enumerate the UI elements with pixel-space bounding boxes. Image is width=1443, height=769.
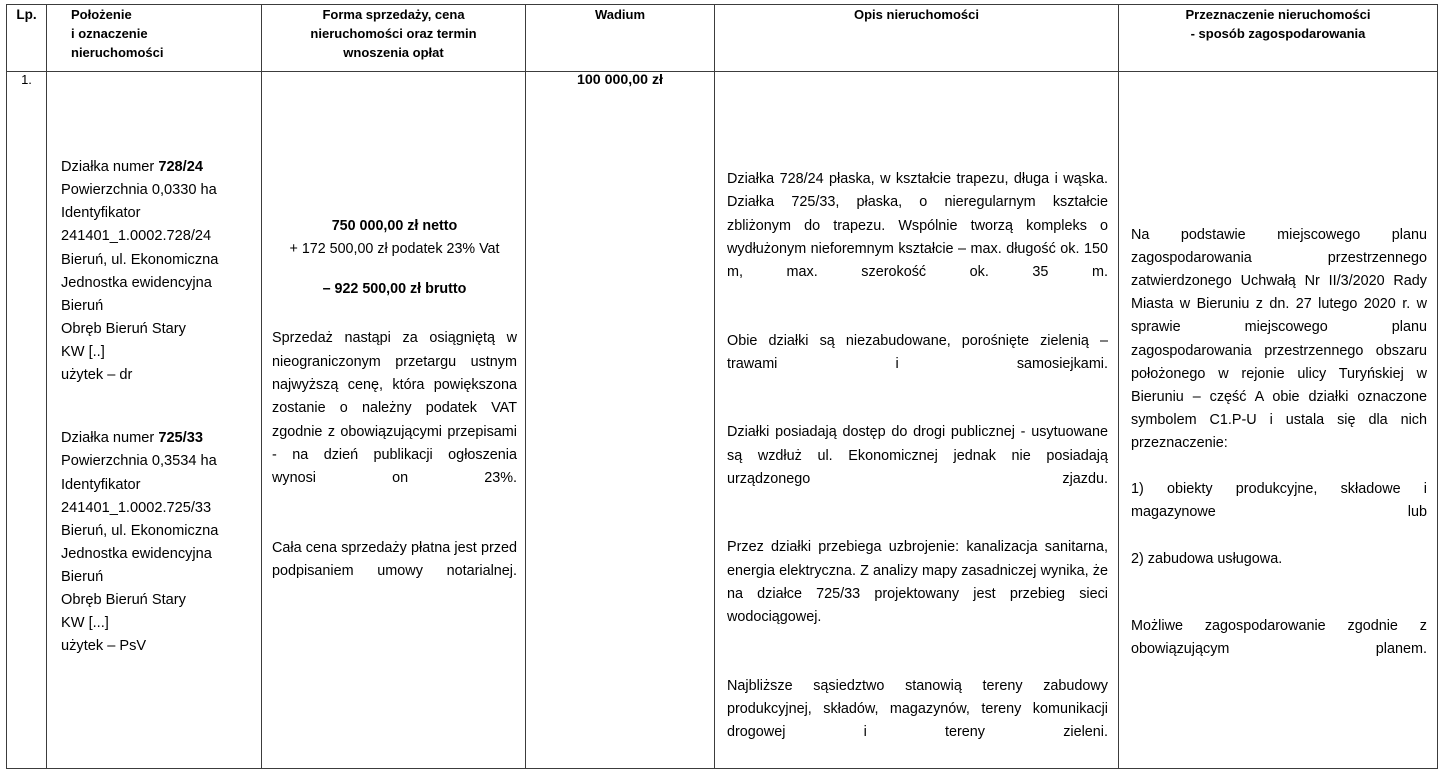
description-paragraphs: [727, 168, 1108, 768]
purpose-spacer: [1131, 594, 1427, 615]
column-header-wadium-line-1: Wadium: [594, 7, 646, 22]
parcel-1-land-use: użytek – dr: [61, 367, 133, 384]
column-header-form-of-sale: [262, 5, 526, 72]
parcel-2-precinct: Obręb Bieruń Stary: [61, 592, 186, 609]
column-header-location-line-1: Położenie: [71, 7, 132, 22]
table-row: [7, 72, 1438, 769]
description-paragraph-utilities: Przez działki przebiega uzbrojenie: kanalizacja sanitarna, energia elektryczna. Z analizy mapy zasadniczej wynika, że na działce 725/33 projektowany jest przebieg sieci wodociągowej.: [727, 539, 1108, 626]
parcel-block-2: [61, 427, 253, 658]
parcel-1-number: 728/24: [158, 159, 203, 175]
parcel-block-1: [61, 156, 253, 387]
parcel-2-number: 725/33: [158, 430, 203, 447]
form-content: [262, 215, 525, 607]
parcel-2-registry-unit-label: Jednostka ewidencyjna: [61, 545, 212, 562]
description-content: [715, 168, 1118, 768]
parcel-2-area: Powierzchnia 0,3534 ha: [61, 453, 217, 470]
column-header-description: [715, 5, 1119, 72]
column-header-form-line-1: Forma sprzedaży, cena: [322, 7, 465, 22]
parcel-2-identifier-value: 241401_1.0002.725/33: [61, 499, 212, 516]
price-net: 750 000,00 zł netto: [331, 218, 458, 234]
cell-location: [47, 72, 262, 769]
parcel-1-registry-unit-label: Jednostka ewidencyjna: [61, 274, 212, 291]
form-paragraph-payment-terms: Cała cena sprzedaży płatna jest przed podpisaniem umowy notarialnej.: [272, 540, 517, 580]
purpose-paragraphs: [1131, 224, 1427, 684]
column-header-location-line-2: i oznaczenie: [71, 26, 148, 42]
location-content: [47, 72, 261, 667]
cell-form-of-sale: [262, 72, 526, 769]
form-paragraph-auction-terms: Sprzedaż nastąpi za osiągniętą w nieograniczonym przetargu ustnym najwyższą cenę, która powiększona zostanie o należny podatek VAT zgodnie z obowiązującymi przepisami - na dzień publikacji ogłoszenia wynosi on 23%.: [272, 330, 517, 487]
purpose-item-1: 1) obiekty produkcyjne, składowe i magazynowe lub: [1131, 481, 1427, 521]
property-notice-table: [6, 4, 1438, 769]
parcel-1-title-label: Działka numer: [61, 159, 159, 175]
parcel-2-title: [61, 427, 253, 450]
parcel-2-identifier-label: Identyfikator: [61, 476, 141, 493]
parcel-2-land-use: użytek – PsV: [61, 638, 147, 655]
column-header-form-line-3: wnoszenia opłat: [343, 45, 444, 61]
column-header-purpose-line-2: - sposób zagospodarowania: [1190, 26, 1366, 42]
price-gross: – 922 500,00 zł brutto: [322, 281, 467, 298]
location-spacer: [61, 387, 253, 427]
cell-purpose: [1119, 72, 1438, 769]
column-header-wadium: [526, 5, 715, 72]
parcel-2-title-label: Działka numer: [61, 430, 159, 447]
price-summary: [272, 215, 517, 301]
parcel-1-identifier-label: Identyfikator: [61, 205, 141, 222]
cell-wadium: [526, 72, 715, 769]
description-paragraph-neighbourhood: Najbliższe sąsiedztwo stanowią tereny zabudowy produkcyjnej, składów, magazynów, tereny komunikacji drogowej i tereny zieleni.: [727, 677, 1108, 741]
purpose-paragraph-plan: Na podstawie miejscowego planu zagospodarowania przestrzennego zatwierdzonego Uchwałą Nr II/3/2020 Rady Miasta w Bieruniu z dn. 27 lutego 2020 r. w sprawie miejscowego planu zagospodarowania przestrzennego obszaru położonego w rejonie ulicy Turyńskiej w Bieruniu – część A obie działki oznaczone symbolem C1.P-U i ustala się dla nich przeznaczenie:: [1131, 227, 1427, 451]
description-paragraph-road-access: Działki posiadają dostęp do drogi publicznej - usytuowane są wzdłuż ul. Ekonomicznej jednak nie posiadają urządzonego zjazdu.: [727, 424, 1108, 487]
parcel-2-registry-unit-value: Bieruń: [61, 569, 104, 585]
price-spacer: [272, 261, 517, 278]
parcel-1-address: Bieruń, ul. Ekonomiczna: [61, 251, 219, 268]
column-header-form-line-2: nieruchomości oraz termin: [310, 26, 477, 42]
table-header-row: [7, 5, 1438, 72]
column-header-location-line-3: nieruchomości: [71, 45, 164, 61]
parcel-2-address: Bieruń, ul. Ekonomiczna: [61, 522, 219, 539]
column-header-lp: [7, 5, 47, 72]
parcel-1-area: Powierzchnia 0,0330 ha: [61, 182, 217, 199]
parcel-1-land-register: KW [..]: [61, 344, 105, 360]
column-header-purpose-line-1: Przeznaczenie nieruchomości: [1185, 7, 1371, 22]
cell-description: [715, 72, 1119, 769]
column-header-lp-line-1: Lp.: [16, 7, 37, 22]
parcel-1-identifier-value: 241401_1.0002.728/24: [61, 228, 212, 245]
purpose-content: [1119, 224, 1437, 684]
wadium-amount: 100 000,00 zł: [577, 72, 663, 88]
purpose-item-2: 2) zabudowa usługowa.: [1131, 550, 1283, 567]
purpose-paragraph-final: Możliwe zagospodarowanie zgodnie z obowiązującym planem.: [1131, 617, 1427, 657]
column-header-location: [47, 5, 262, 72]
parcel-2-land-register: KW [...]: [61, 615, 109, 632]
description-paragraph-vegetation: Obie działki są niezabudowane, porośnięte zielenią – trawami i samosiejkami.: [727, 332, 1108, 372]
cell-row-number: 1.: [7, 72, 47, 769]
column-header-purpose: [1119, 5, 1438, 72]
price-vat: + 172 500,00 zł podatek 23% Vat: [289, 241, 500, 258]
column-header-description-line-1: Opis nieruchomości: [854, 7, 979, 22]
parcel-1-registry-unit-value: Bieruń: [61, 297, 104, 314]
parcel-1-precinct: Obręb Bieruń Stary: [61, 320, 186, 337]
description-paragraph-shape: Działka 728/24 płaska, w kształcie trapezu, długa i wąska. Działka 725/33, płaska, o nieregularnym kształcie zbliżonym do trapezu. Wspólnie tworzą kompleks o wydłużonym nieforemnym kształcie – max. długość ok. 150 m, max. szerokość ok. 35 m.: [727, 171, 1108, 281]
parcel-1-title: [61, 156, 253, 179]
